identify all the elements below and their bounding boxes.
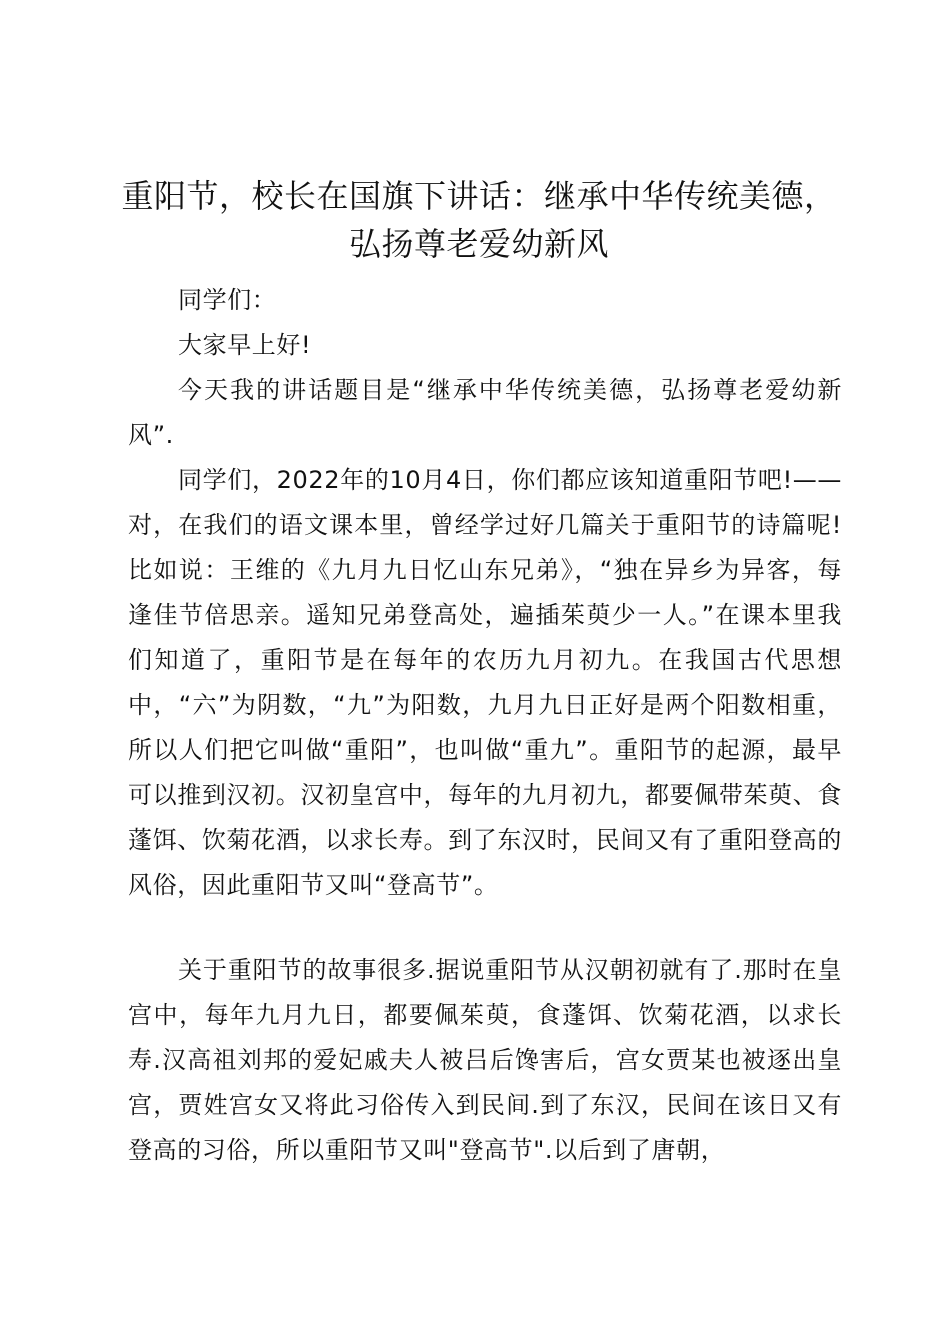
story-paragraph: 关于重阳节的故事很多.据说重阳节从汉朝初就有了.那时在皇宫中，每年九月九日，都要佩茱萸，食蓬饵、饮菊花酒，以求长寿.汉高祖刘邦的爱妃戚夫人被吕后馋害后，宫女贾某也被逐出皇宫，贾姓宫女又将此习俗传入到民间.到了东汉，民间在该日又有登高的习俗，所以重阳节又叫"登高节".以后到了唐朝， — [128, 956, 842, 1164]
document-title: 重阳节，校长在国旗下讲话：继承中华传统美德，弘扬尊老爱幼新风 — [121, 177, 837, 263]
salutation-paragraph: 同学们： — [178, 286, 277, 314]
topic-paragraph: 今天我的讲话题目是“继承中华传统美德，弘扬尊老爱幼新风”. — [128, 376, 842, 449]
origin-paragraph: 同学们，2022年的10月4日，你们都应该知道重阳节吧!——对，在我们的语文课本里，曾经学过好几篇关于重阳节的诗篇呢!比如说：王维的《九月九日忆山东兄弟》，“独在异乡为异客，每逢佳节倍思亲。遥知兄弟登高处，遍插茱萸少一人。”在课本里我们知道了，重阳节是在每年的农历九月初九。在我国古代思想中，“六”为阴数，“九”为阳数，九月九日正好是两个阳数相重，所以人们把它叫做“重阳”，也叫做“重九”。重阳节的起源，最早可以推到汉初。汉初皇宫中，每年的九月初九，都要佩带茱萸、食蓬饵、饮菊花酒，以求长寿。到了东汉时，民间又有了重阳登高的风俗，因此重阳节又叫“登高节”。 — [128, 466, 842, 899]
greeting-paragraph: 大家早上好! — [178, 331, 312, 359]
